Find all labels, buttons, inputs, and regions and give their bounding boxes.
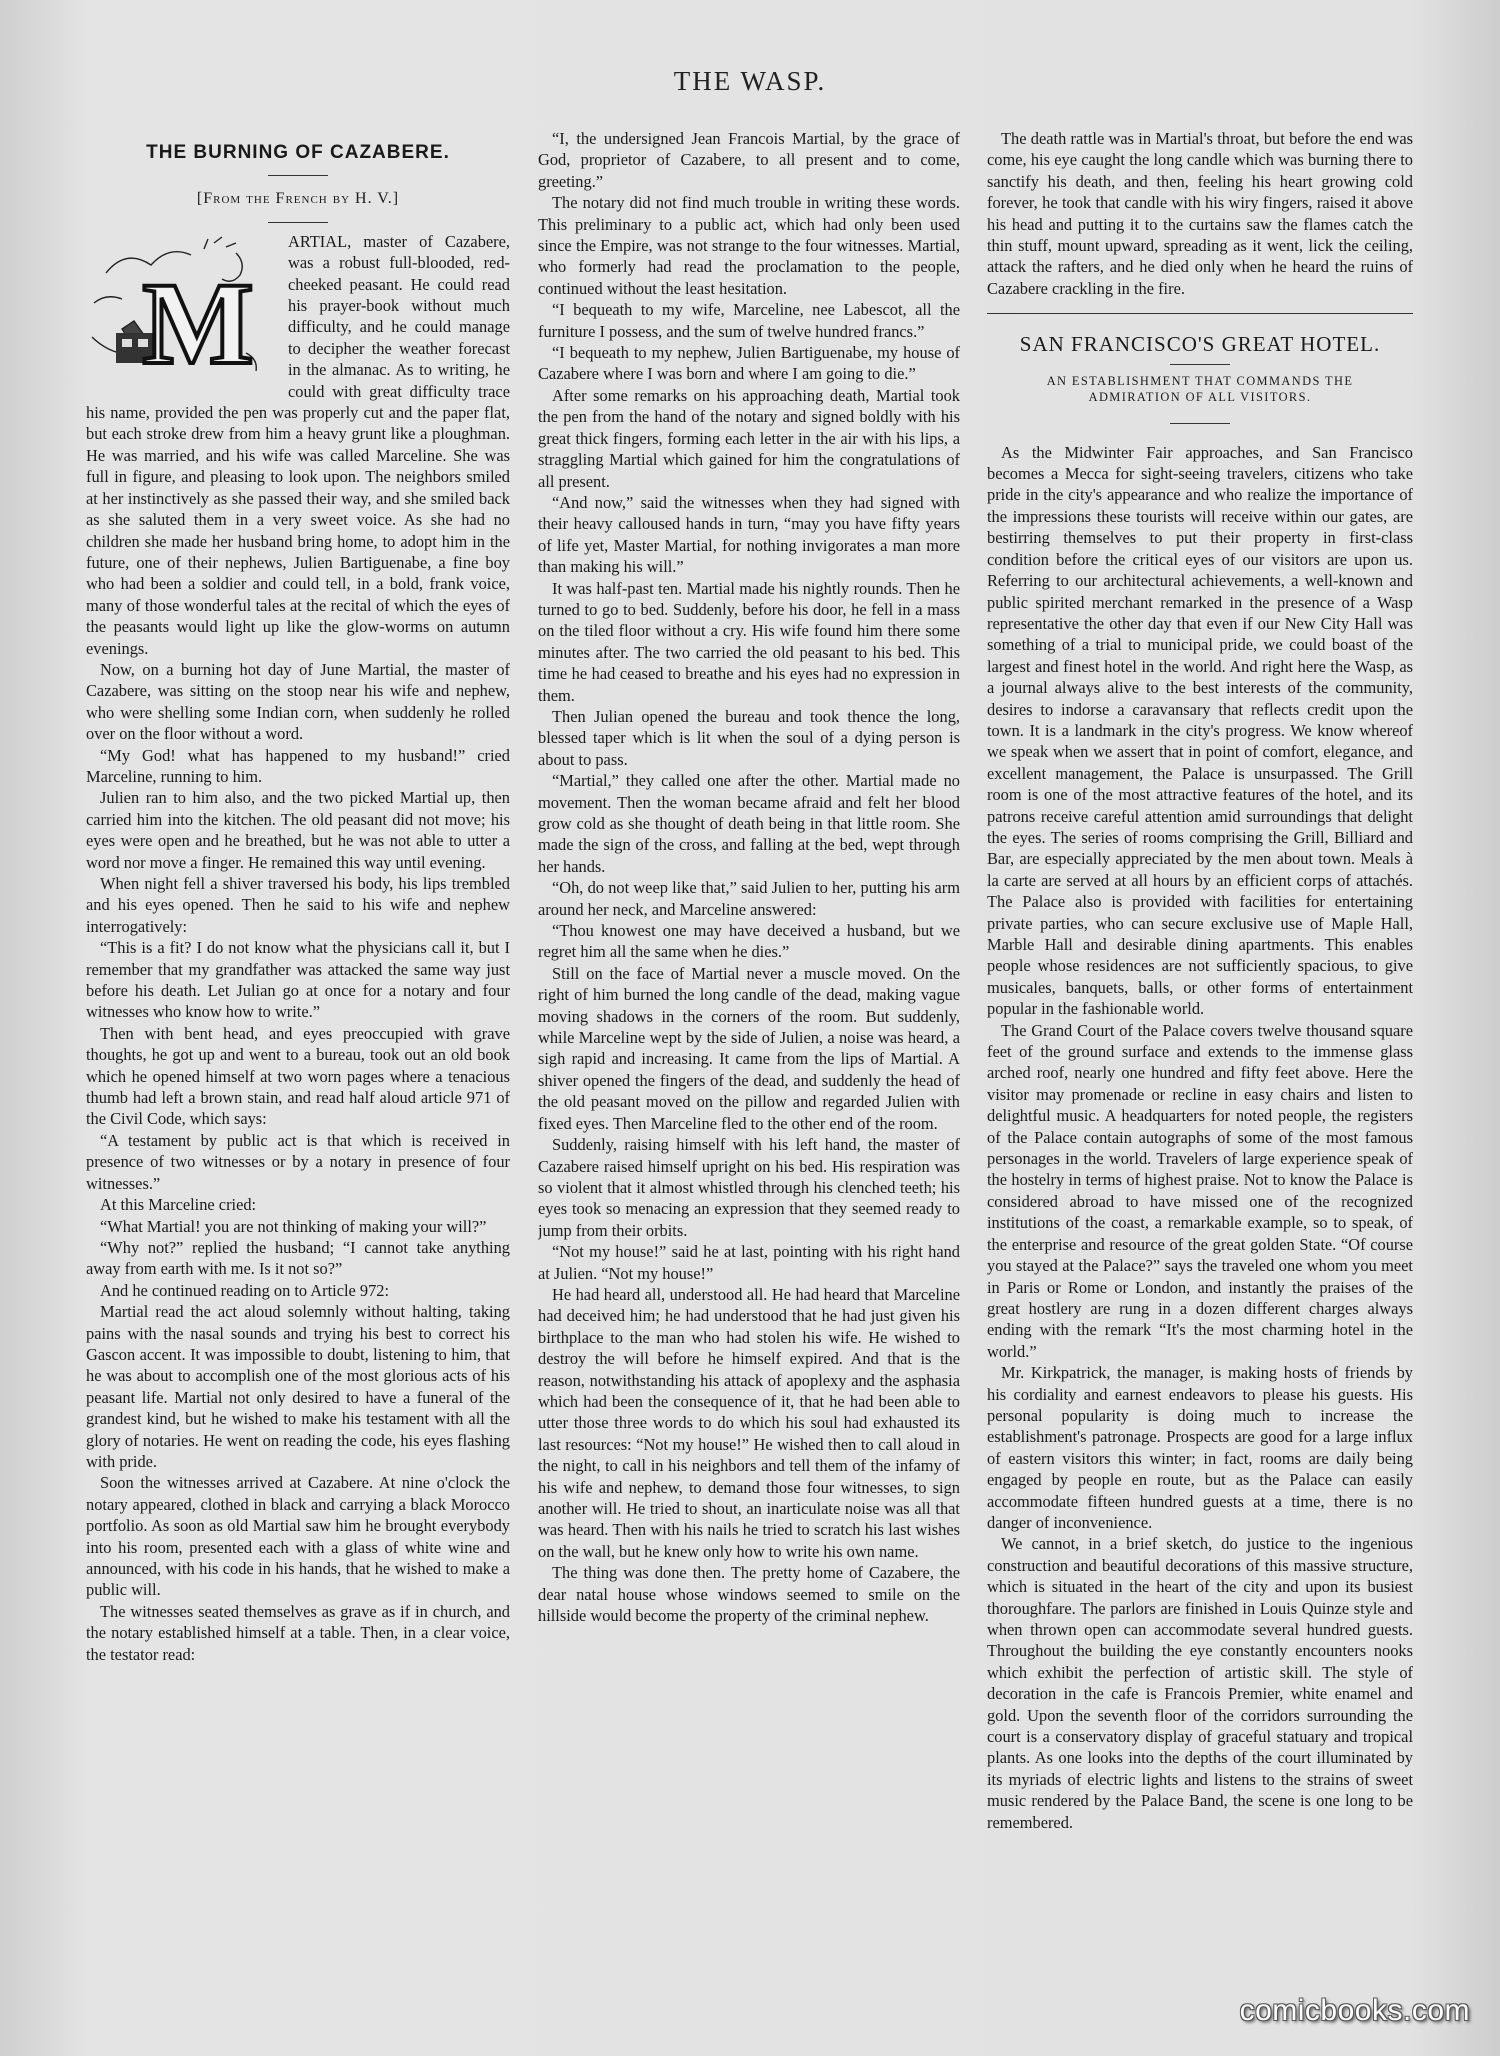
story-paragraph: When night fell a shiver traversed his body, his lips trembled and his eyes opened. Then he said to his wife and nephew interrogatively: bbox=[86, 874, 510, 936]
story-paragraph: It was half-past ten. Martial made his nightly rounds. Then he turned to go to bed. Suddenly, before his door, he fell in a mass on the tiled floor without a cry. His wife found him there some minutes after. The two carried the old peasant to his bed. This time he had ceased to breathe and his eyes had no expression in them. bbox=[538, 578, 960, 705]
story-paragraph: Then Julian opened the bureau and took thence the long, blessed taper which is lit when the soul of a dying person is about to pass. bbox=[538, 706, 960, 769]
story-paragraph: “And now,” said the witnesses when they had signed with their heavy calloused hands in turn, “may you have fifty years of life yet, Master Martial, for nothing invigorates a man more than making his will.” bbox=[538, 492, 960, 577]
story-paragraph: After some remarks on his approaching death, Martial took the pen from the hand of the notary and signed boldly with his great thick fingers, forming each letter in the air with his lips, a straggling Martial which gained for him the congratulations of all present. bbox=[538, 385, 960, 491]
story-paragraph: The death rattle was in Martial's throat, but before the end was come, his eye caught the long candle which was burning there to sanctify his death, and then, feeling his heart growing cold forever, he took that candle with his wiry fingers, raised it above his head and putting it to the curtains saw the flames catch the thin stuff, mount upward, spreading as it went, lick the ceiling, attack the rafters, and he died only when he heard the ruins of Cazabere crackling in the fire. bbox=[987, 129, 1413, 298]
hotel-article-subtitle: AN ESTABLISHMENT THAT COMMANDS THE ADMIRATION OF ALL VISITORS. bbox=[1046, 373, 1354, 404]
story-paragraph: Soon the witnesses arrived at Cazabere. At nine o'clock the notary appeared, clothed in black and carrying a black Morocco portfolio. As soon as old Martial saw him he brought everybody into his room, presented each with a glass of white wine and announced, with his code in his hands, that he wished to make a public will. bbox=[86, 1473, 510, 1600]
story-paragraph: “What Martial! you are not thinking of making your will?” bbox=[100, 1216, 487, 1236]
story-paragraph: “This is a fit? I do not know what the physicians call it, but I remember that my grandfather was attacked the same way just before his death. Let Julian go at once for a notary and four witnesses who know how to write.” bbox=[86, 938, 510, 1022]
divider bbox=[268, 222, 328, 223]
column-2 bbox=[538, 128, 960, 1973]
drop-cap-letter: M bbox=[142, 257, 254, 389]
column-3 bbox=[987, 128, 1413, 1973]
story-paragraph: “Martial,” they called one after the other. Martial made no movement. Then the woman became afraid and felt her blood grow cold as she thought of death being in that little room. She made the sign of the cross, and falling at the bed, wept through her hands. bbox=[538, 771, 960, 876]
story-paragraph: “I bequeath to my nephew, Julien Bartiguenabe, my house of Cazabere where I was born and where I am going to die.” bbox=[538, 343, 960, 384]
masthead: THE WASP. bbox=[673, 66, 827, 96]
story-paragraph: The notary did not find much trouble in writing these words. This preliminary to a public act, which had only been used since the Empire, was not strange to the four witnesses. Martial, who formerly had read the proclamation to the people, continued without the least hesitation. bbox=[538, 193, 960, 298]
story-paragraph: Now, on a burning hot day of June Martial, the master of Cazabere, was sitting on the stoop near his wife and nephew, who were shelling some Indian corn, when suddenly he rolled over on the floor without a word. bbox=[86, 659, 510, 744]
story-byline: [From the French by H. V.] bbox=[196, 190, 400, 208]
story-title: THE BURNING OF CAZABERE. bbox=[146, 142, 450, 163]
story-paragraph: “I bequeath to my wife, Marceline, nee Labescot, all the furniture I possess, and the sum of twelve hundred francs.” bbox=[538, 300, 960, 341]
story-paragraph: At this Marceline cried: bbox=[100, 1195, 257, 1215]
divider bbox=[987, 313, 1413, 314]
hotel-paragraph: Mr. Kirkpatrick, the manager, is making hosts of friends by his cordiality and earnest endeavors to please his guests. His personal popularity is doing much to increase the establishment's patronage. Prospects are good for a large influx of eastern visitors this winter; in fact, rooms are daily being engaged by people en route, but as the Palace can easily accommodate fifteen hundred guests at a time, there is no danger of inconvenience. bbox=[987, 1363, 1413, 1532]
story-paragraph: Then with bent head, and eyes preoccupied with grave thoughts, he got up and went to a bureau, took out an old book which he opened himself at two worn pages where a tenacious thumb had left a brown stain, and read half aloud article 971 of the Civil Code, which says: bbox=[86, 1023, 510, 1129]
story-paragraph: Still on the face of Martial never a muscle moved. On the right of him burned the long candle of the dead, making vague moving shadows in the corners of the room. But suddenly, while Marceline wept by the side of Julien, a noise was heard, a sigh rapid and increasing. It came from the lips of Martial. A shiver opened the fingers of the dead, and suddenly the head of the old peasant moved on the pillow and regarded Julien with fixed eyes. Then Marceline fled to the other end of the room. bbox=[538, 963, 960, 1133]
story-paragraph: “My God! what has happened to my husband!” cried Marceline, running to him. bbox=[86, 745, 510, 786]
story-paragraph: “I, the undersigned Jean Francois Martial, by the grace of God, proprietor of Cazabere, to all present and to come, greeting.” bbox=[538, 129, 960, 191]
story-paragraph: The thing was done then. The pretty home of Cazabere, the dear natal house whose windows seemed to smile on the hillside would become the property of the criminal nephew. bbox=[538, 1563, 960, 1626]
site-watermark: comicbooks.com bbox=[1239, 1994, 1470, 2027]
hotel-paragraph: The Grand Court of the Palace covers twelve thousand square feet of the ground surface and extends to the immense glass arched roof, nearly one hundred and fifty feet above. Here the visitor may promenade or recline in easy chairs and listen to delightful music. A headquarters for noted people, the registers of the Palace contain autographs of some of the most famous personages in the world. Travelers of large experience speak of the hostelry in terms of highest praise. Not to know the Palace is considered abroad to have missed one of the recognized institutions of the coast, a remarkable example, so to speak, of the enterprise and resource of the great golden State. “Of course you stayed at the Palace?” says the traveled one whom you meet in Paris or Rome or London, and instantly the praises of the great hostlery are rung in a dozen different charges always ending with the remark “It's the most charming hotel in the world.” bbox=[987, 1020, 1413, 1361]
column-1 bbox=[86, 128, 510, 1973]
divider bbox=[1170, 364, 1230, 365]
divider bbox=[268, 175, 328, 176]
divider bbox=[1170, 423, 1230, 424]
story-paragraph: “Thou knowest one may have deceived a husband, but we regret him all the same when he dies.” bbox=[538, 921, 960, 962]
story-paragraph: Julien ran to him also, and the two picked Martial up, then carried him into the kitchen. The old peasant did not move; his eyes were open and he breathed, but he was not able to utter a word nor move a finger. He remained this way until evening. bbox=[86, 788, 510, 872]
story-paragraph: He had heard all, understood all. He had heard that Marceline had deceived him; he had understood that he had just given his birthplace to the man who had stolen his wife. He wished to destroy the will before he himself expired. And that is the reason, notwithstanding his attack of apoplexy and the asphasia which had been the consequence of it, that he had been able to utter those three words to do which his soul had exhausted its last resources: “Not my house!” He wished then to call aloud in the night, to call in his neighbors and tell them of the infamy of his wife and nephew, to demand those four witnesses, to sign another will. He tried to shout, an inarticulate noise was all that was heard. Then with his nails he tried to scratch his last wishes on the wall, but he knew only how to write his own name. bbox=[538, 1284, 960, 1561]
drop-cap-illustration-icon bbox=[86, 233, 278, 393]
story-paragraph: Martial read the act aloud solemnly without halting, taking pains with the nasal sounds and trying his best to correct his Gascon accent. It was impossible to doubt, listening to him, that he was about to accomplish one of the most glorious acts of his peasant life. Martial not only desired to have a funeral of the grandest kind, but he wished to make his testament with all the glory of notaries. He went on reading the code, his eyes flashing with pride. bbox=[86, 1302, 510, 1471]
story-paragraph: “A testament by public act is that which is received in presence of two witnesses or by a notary in presence of four witnesses.” bbox=[86, 1130, 510, 1193]
story-paragraph: “Not my house!” said he at last, pointing with his right hand at Julien. “Not my house!” bbox=[538, 1242, 960, 1283]
story-paragraph: “Oh, do not weep like that,” said Julien to her, putting his arm around her neck, and Marceline answered: bbox=[538, 878, 960, 919]
story-paragraph: The witnesses seated themselves as grave as if in church, and the notary established himself at a table. Then, in a clear voice, the testator read: bbox=[86, 1601, 510, 1664]
ornamental-drop-cap bbox=[86, 233, 278, 393]
hotel-paragraph: As the Midwinter Fair approaches, and San Francisco becomes a Mecca for sight-seeing travelers, citizens who take pride in the city's appearance and who realize the importance of the impressions these tourists will receive within our gates, are bestirring themselves to put their property in first-class condition before the critical eyes of our visitors are upon us. Referring to our architectural achievements, a well-known and public spirited merchant remarked in the presence of a Wasp representative the other day that even if our New City Hall was something of a trial to municipal pride, we could boast of the largest and finest hotel in the world. And right here the Wasp, as a journal always alive to the best interests of the community, desires to indorse a caravansary that reflects credit upon the town. It is a landmark in the city's progress. We know whereof we speak when we assert that in point of comfort, elegance, and excellent management, the Palace is unsurpassed. The Grill room is one of the most attractive features of the hotel, and its patrons receive careful attention amid surroundings that delight the eyes. The series of rooms comprising the Grill, Billiard and Bar, are especially appreciated by the men about town. Meals à la carte are served at all hours by an efficient corps of attachés. The Palace also is provided with facilities for entertaining private parties, who can secure exclusive use of Maple Hall, Marble Hall and desirable dining apartments. This enables people whose residences are not sufficiently spacious, to give musicales, banquets, balls, or other forms of entertainment popular in the fashionable world. bbox=[987, 442, 1413, 1019]
hotel-article-title: SAN FRANCISCO'S GREAT HOTEL. bbox=[1019, 332, 1381, 357]
story-paragraph: ARTIAL, master of Cazabere, was a robust full-blooded, red-cheeked peasant. He could read his prayer-book without much difficulty, and he could manage to decipher the weather forecast in the almanac. As to writing, he could with great difficulty trace his name, provided the pen was properly cut and the paper flat, but each stroke drew from him a heavy grunt like a ploughman. He was married, and his wife was called Marceline. She was full in figure, and pleasing to look upon. The neighbors smiled at her instinctively as she passed their way, and she smiled back as she saluted them in a very sweet voice. As she had no children she made her husband bring home, to adopt him in the future, one of their nephews, Julien Bartiguenabe, a fine boy who had been a soldier and could tell, in a bold, frank voice, many of those wonderful tales at the recital of which the eyes of the peasants would light up like the glow-worms on autumn evenings. bbox=[86, 231, 510, 658]
story-paragraph: Suddenly, raising himself with his left hand, the master of Cazabere raised himself upright on his bed. His respiration was so violent that it almost whistled through his clenched teeth; his eyes took so menacing an expression that they seemed ready to jump from their orbits. bbox=[538, 1135, 960, 1240]
story-paragraph: And he continued reading on to Article 972: bbox=[100, 1280, 390, 1300]
hotel-paragraph: We cannot, in a brief sketch, do justice to the ingenious construction and beautiful decorations of this massive structure, which is situated in the heart of the city and upon its busiest thoroughfare. The parlors are finished in Louis Quinze style and when thrown open can accommodate several hundred guests. Throughout the building the eye constantly encounters nooks which exhibit the perfection of artistic skill. The style of decoration in the cafe is Francois Premier, white enamel and gold. Upon the seventh floor of the corridors surrounding the court is a conservatory display of graceful statuary and tropical plants. As one looks into the depths of the court illuminated by its myriads of electric lights and listens to the strains of sweet music rendered by the Palace Band, the scene is one long to be remembered. bbox=[987, 1534, 1413, 1832]
story-paragraph: “Why not?” replied the husband; “I cannot take anything away from earth with me. Is it not so?” bbox=[86, 1237, 510, 1279]
